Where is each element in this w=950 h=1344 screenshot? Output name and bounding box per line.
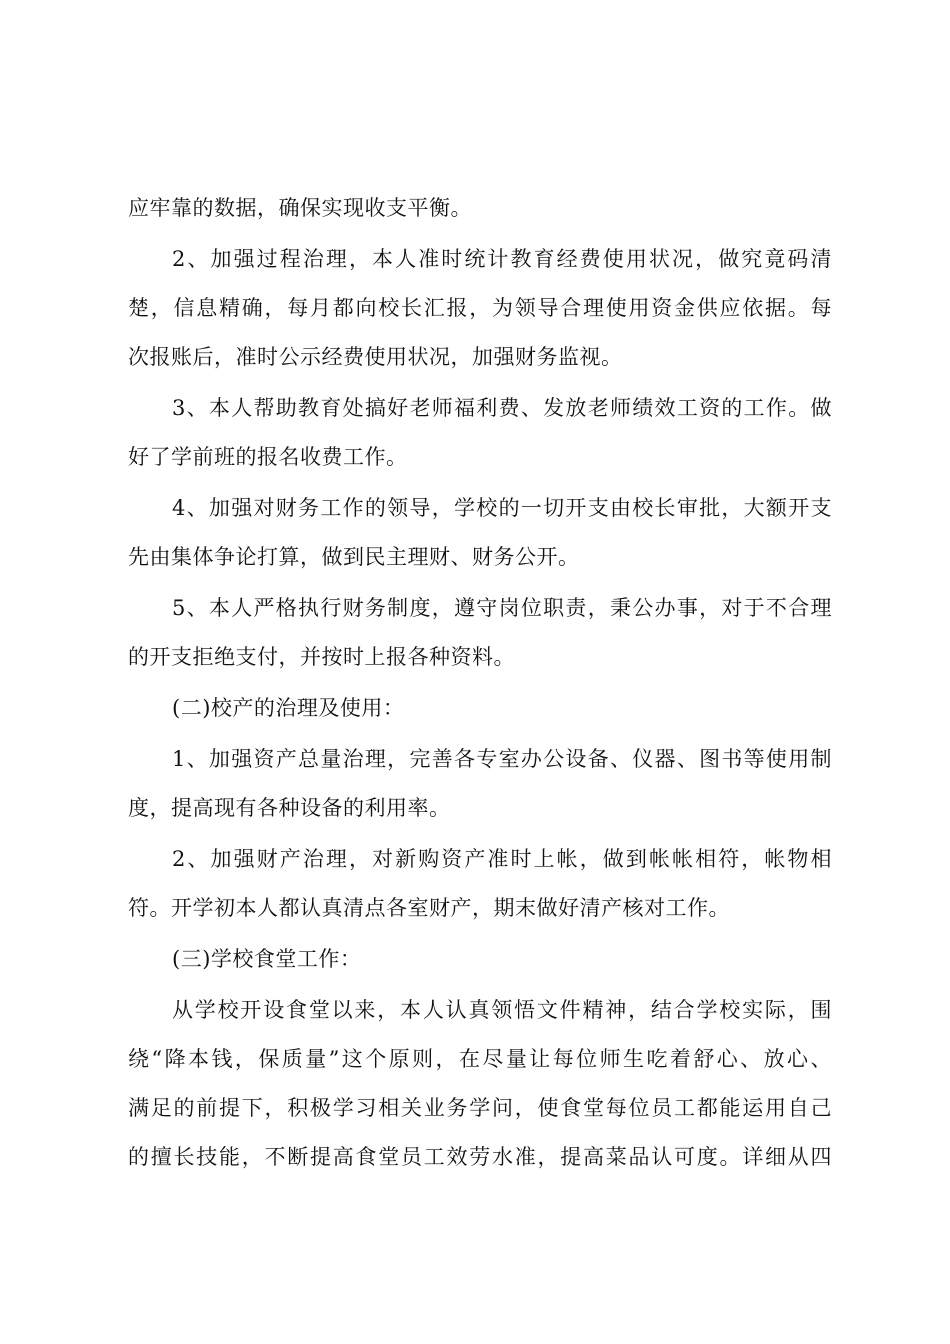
paragraph-line: 绕“降本钱，保质量”这个原则，在尽量让每位师生吃着舒心、放心、 [128,1047,832,1071]
paragraph-line: 4、加强对财务工作的领导，学校的一切开支由校长审批，大额开支 [172,496,832,520]
paragraph-line: 应牢靠的数据，确保实现收支平衡。 [128,196,472,220]
paragraph-line: 2、加强过程治理，本人准时统计教育经费使用状况，做究竟码清 [172,247,832,271]
paragraph-line: 的擅长技能，不断提高食堂员工效劳水准，提高菜品认可度。详细从四 [128,1145,832,1169]
paragraph-line: 度，提高现有各种设备的利用率。 [128,796,451,820]
document-body [128,184,832,1182]
paragraph-line: 从学校开设食堂以来，本人认真领悟文件精神，结合学校实际，围 [172,998,832,1022]
paragraph-line: 楚，信息精确，每月都向校长汇报，为领导合理使用资金供应依据。每 [128,296,832,320]
paragraph-line: 5、本人严格执行财务制度，遵守岗位职责，秉公办事，对于不合理 [172,596,832,620]
paragraph-line: 3、本人帮助教育处搞好老师福利费、发放老师绩效工资的工作。做 [172,396,832,420]
paragraph-line: 符。开学初本人都认真清点各室财产，期末做好清产核对工作。 [128,896,730,920]
paragraph-line: 1、加强资产总量治理，完善各专室办公设备、仪器、图书等使用制 [172,747,832,771]
paragraph-line: 先由集体争论打算，做到民主理财、财务公开。 [128,545,580,569]
paragraph-line: 好了学前班的报名收费工作。 [128,445,408,469]
section-heading: (二)校产的治理及使用： [172,696,405,720]
paragraph-line: 次报账后，准时公示经费使用状况，加强财务监视。 [128,345,623,369]
paragraph-line: 满足的前提下，积极学习相关业务学问，使食堂每位员工都能运用自己 [128,1096,832,1120]
paragraph-line: 2、加强财产治理，对新购资产准时上帐，做到帐帐相符，帐物相 [172,847,832,871]
paragraph-line: 的开支拒绝支付，并按时上报各种资料。 [128,645,515,669]
section-heading: (三)学校食堂工作： [172,947,362,971]
